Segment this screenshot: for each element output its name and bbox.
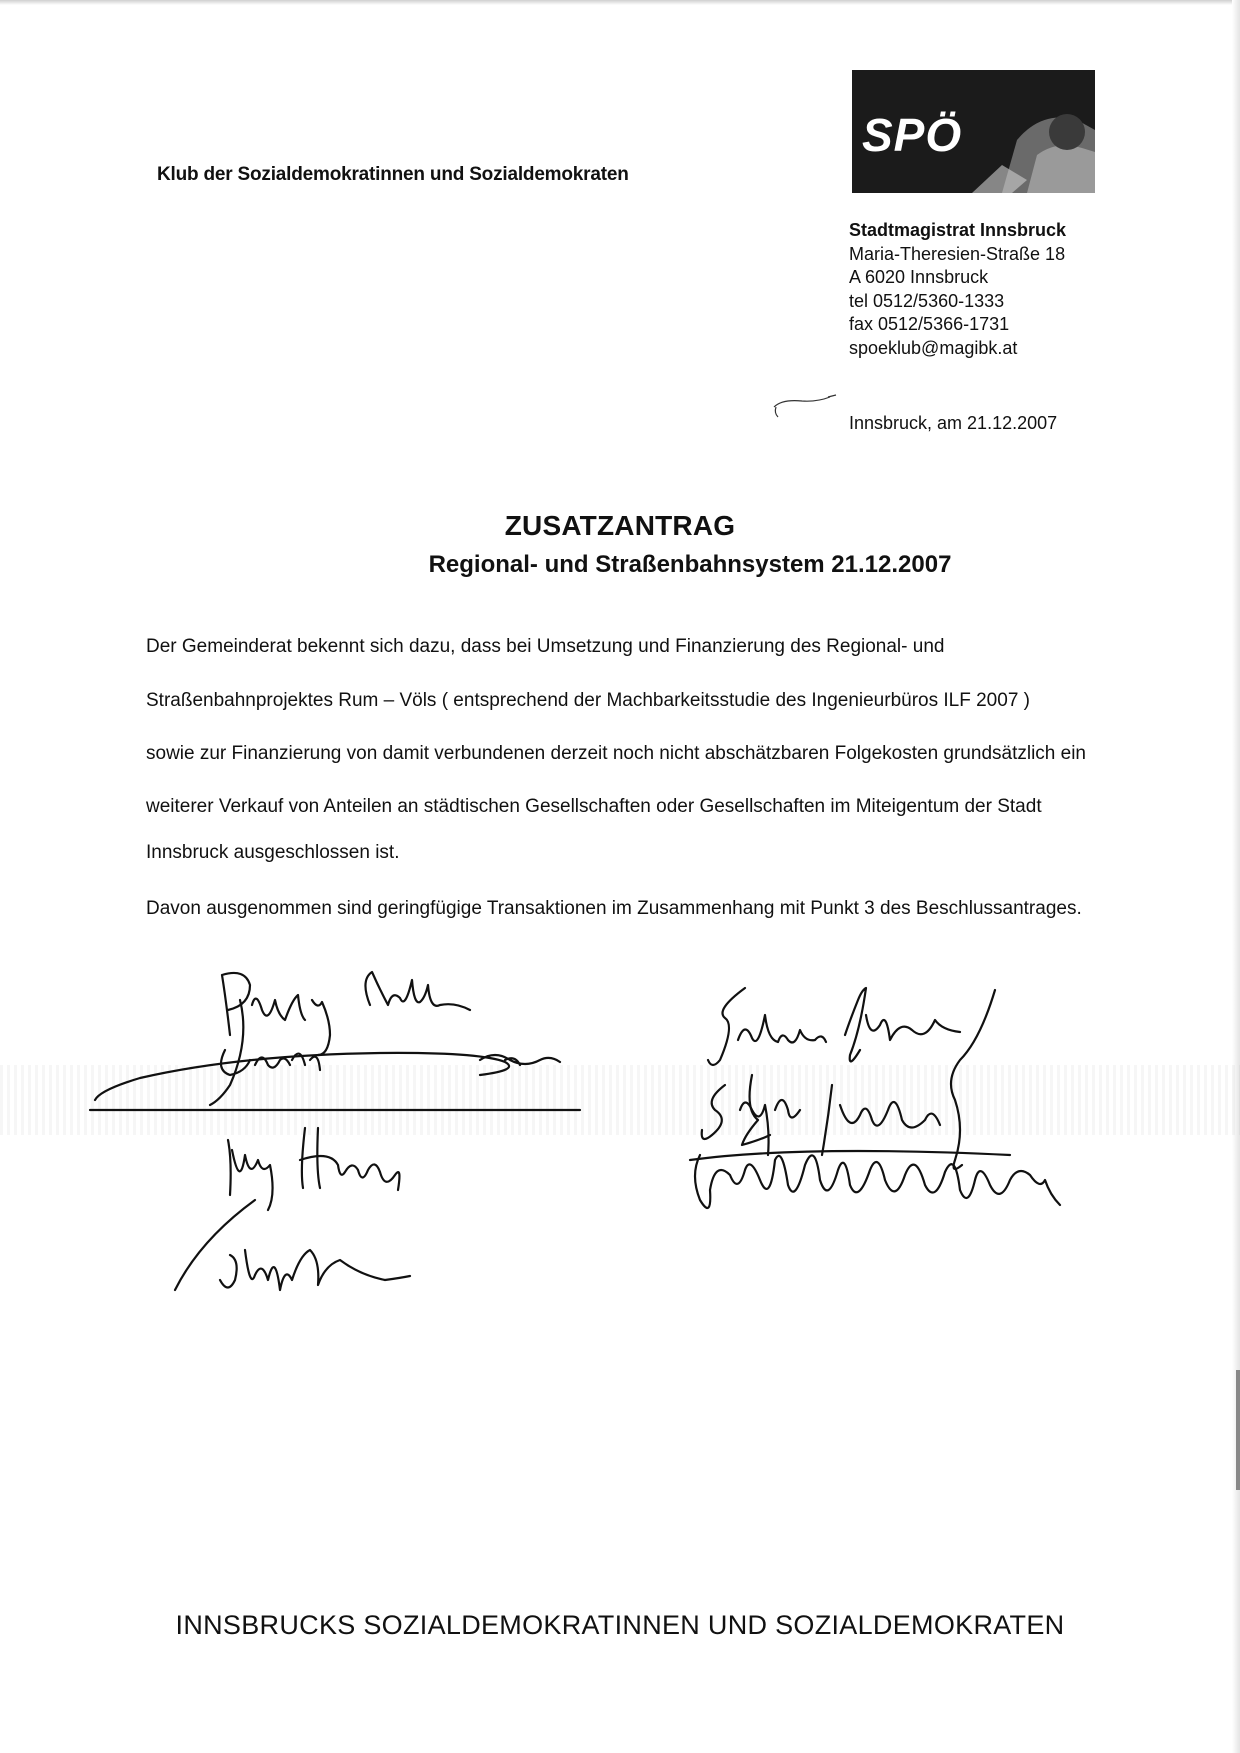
- street-address: Maria-Theresien-Straße 18: [849, 243, 1066, 264]
- signature-4: [175, 1200, 410, 1290]
- scan-border-top: [0, 0, 1240, 5]
- body-line: sowie zur Finanzierung von damit verbundenen derzeit noch nicht abschätzbaren Folgekosten grundsätzlich ein: [146, 743, 1086, 764]
- body-line: Straßenbahnprojektes Rum – Völs ( entsprechend der Machbarkeitsstudie des Ingenieurbüros ILF 2007 ): [146, 690, 1030, 711]
- pen-mark: [772, 393, 842, 419]
- place-and-date: Innsbruck, am 21.12.2007: [849, 413, 1058, 433]
- document-subtitle: Regional- und Straßenbahnsystem 21.12.2007: [428, 551, 952, 578]
- office-name: Stadtmagistrat Innsbruck: [849, 220, 1067, 240]
- body-line: Davon ausgenommen sind geringfügige Transaktionen im Zusammenhang mit Punkt 3 des Beschlussantrages.: [146, 898, 1082, 919]
- body-line: Innsbruck ausgeschlossen ist.: [146, 842, 400, 863]
- body-line: Der Gemeinderat bekennt sich dazu, dass bei Umsetzung und Finanzierung des Regional- und: [146, 636, 945, 657]
- organization-name: Klub der Sozialdemokratinnen und Sozialdemokraten: [157, 164, 629, 185]
- city-address: A 6020 Innsbruck: [849, 267, 989, 287]
- signatures: [0, 960, 1240, 1410]
- signature-5: [708, 988, 960, 1065]
- spoe-logo: [852, 70, 1095, 193]
- signature-7: [690, 1075, 1060, 1208]
- signature-6: [702, 990, 995, 1169]
- logo-text: SPÖ: [862, 109, 963, 161]
- body-line: weiterer Verkauf von Anteilen an städtischen Gesellschaften oder Gesellschaften im Miteigentum der Stadt: [146, 796, 1042, 817]
- signature-1: [222, 972, 470, 1055]
- email: spoeklub@magibk.at: [849, 337, 1018, 358]
- footer-organization: INNSBRUCKS SOZIALDEMOKRATINNEN UND SOZIALDEMOKRATEN: [175, 1610, 1065, 1640]
- document-title: ZUSATZANTRAG: [504, 510, 736, 541]
- signature-2: [90, 1000, 580, 1110]
- telephone: tel 0512/5360-1333: [849, 290, 1005, 311]
- signature-3: [228, 1128, 399, 1210]
- scan-border-right: [1232, 0, 1240, 1753]
- fax: fax 0512/5366-1731: [849, 314, 1010, 334]
- contact-address: [849, 219, 1129, 360]
